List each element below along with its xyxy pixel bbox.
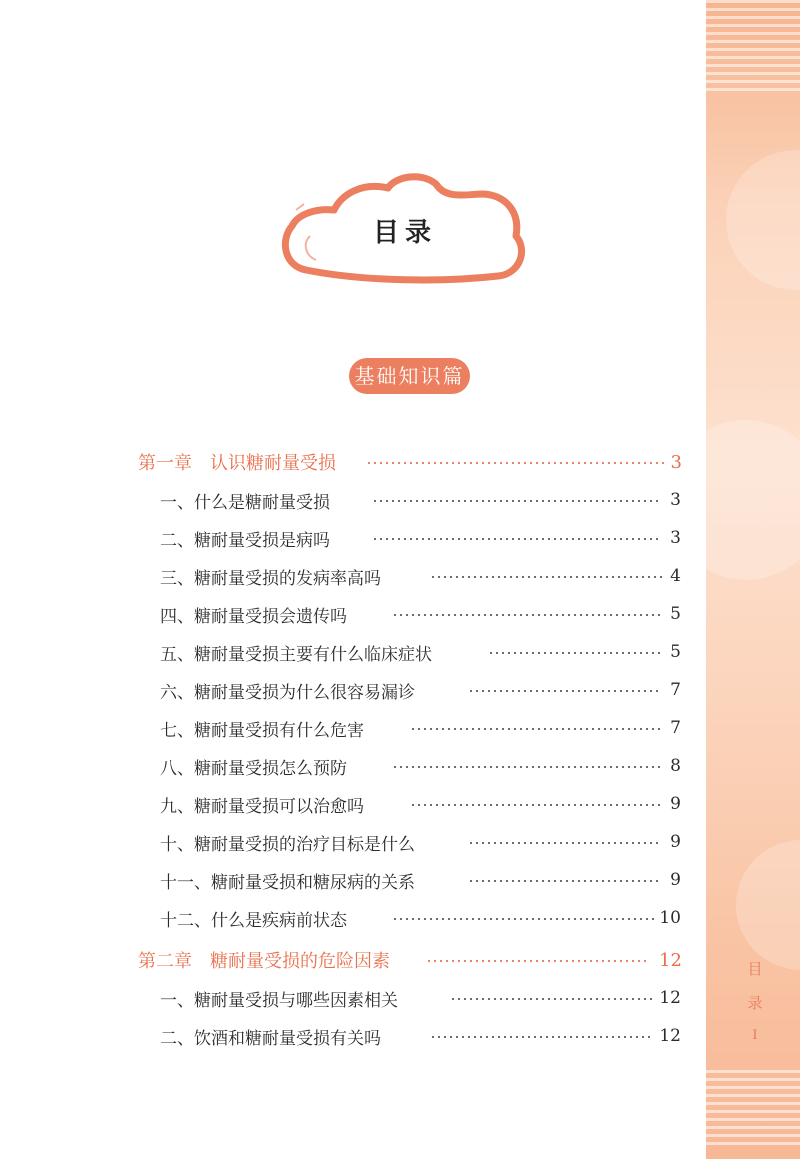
dot-leader [430,1036,654,1038]
toc-item[interactable] [0,675,706,705]
toc-page-number: 4 [670,566,681,586]
decorative-side-strip [706,0,800,1159]
dot-leader [372,500,662,502]
toc-page-number: 3 [670,490,681,510]
toc-chapter-1[interactable] [0,447,706,477]
toc-item[interactable] [0,751,706,781]
toc-chapter-2[interactable] [0,945,706,975]
toc-item-label: 十一、糖耐量受损和糖尿病的关系 [160,872,415,893]
toc-item-label: 十二、什么是疾病前状态 [160,910,347,931]
side-label-char-1: 目 [747,960,763,978]
toc-item[interactable] [0,523,706,553]
toc-page-number: 8 [670,756,681,776]
dot-leader [410,804,662,806]
toc-item[interactable] [0,1021,706,1051]
toc-page-number: 12 [659,1026,681,1046]
toc-page-number: 10 [659,908,681,928]
toc-page-number: 12 [659,988,681,1008]
section-badge: 基础知识篇 [349,358,470,394]
side-label-char-2: 录 [747,994,763,1012]
dot-leader [366,462,666,464]
toc-chapter-title: 第二章 糖耐量受损的危险因素 [138,951,390,972]
toc-item-label: 六、糖耐量受损为什么很容易漏诊 [160,682,415,703]
dot-leader [392,766,662,768]
toc-item[interactable] [0,827,706,857]
dot-leader [372,538,662,540]
decor-circle [706,420,800,580]
toc-item[interactable] [0,637,706,667]
toc-page-number: 5 [670,642,681,662]
toc-page-number: 9 [670,794,681,814]
toc-item[interactable] [0,865,706,895]
toc-page-number: 7 [670,680,681,700]
side-page-numeral: I [752,1028,758,1043]
dot-leader [392,614,662,616]
decor-circle [726,150,800,290]
stripe-pattern-top [706,0,800,96]
dot-leader [450,998,654,1000]
toc-chapter-title: 第一章 认识糖耐量受损 [138,453,336,474]
toc-page-number: 9 [670,832,681,852]
dot-leader [468,690,662,692]
dot-leader [430,576,662,578]
toc-page-number: 12 [659,949,682,971]
toc-page-number: 7 [670,718,681,738]
dot-leader [410,728,662,730]
toc-item[interactable] [0,789,706,819]
toc-page-number: 3 [670,451,682,473]
toc-item[interactable] [0,903,706,933]
page-title: 目录 [372,218,437,248]
dot-leader [468,842,662,844]
stripe-pattern-bottom [706,1070,800,1150]
toc-item-label: 五、糖耐量受损主要有什么临床症状 [160,644,432,665]
toc-item[interactable] [0,561,706,591]
toc-item-label: 八、糖耐量受损怎么预防 [160,758,347,779]
toc-item-label: 一、糖耐量受损与哪些因素相关 [160,990,398,1011]
toc-item-label: 一、什么是糖耐量受损 [160,492,330,513]
toc-item-label: 九、糖耐量受损可以治愈吗 [160,796,364,817]
toc-item-label: 十、糖耐量受损的治疗目标是什么 [160,834,415,855]
dot-leader [488,652,662,654]
toc-item-label: 二、糖耐量受损是病吗 [160,530,330,551]
toc-item[interactable] [0,713,706,743]
toc-item-label: 二、饮酒和糖耐量受损有关吗 [160,1028,381,1049]
decor-circle [736,840,800,970]
toc-item-label: 七、糖耐量受损有什么危害 [160,720,364,741]
toc-page-number: 9 [670,870,681,890]
toc-item-label: 三、糖耐量受损的发病率高吗 [160,568,381,589]
toc-page-number: 5 [670,604,681,624]
dot-leader [426,960,650,962]
toc-item[interactable] [0,983,706,1013]
toc-page-number: 3 [670,528,681,548]
toc-item-label: 四、糖耐量受损会遗传吗 [160,606,347,627]
dot-leader [468,880,662,882]
toc-item[interactable] [0,485,706,515]
toc-item[interactable] [0,599,706,629]
dot-leader [392,918,654,920]
